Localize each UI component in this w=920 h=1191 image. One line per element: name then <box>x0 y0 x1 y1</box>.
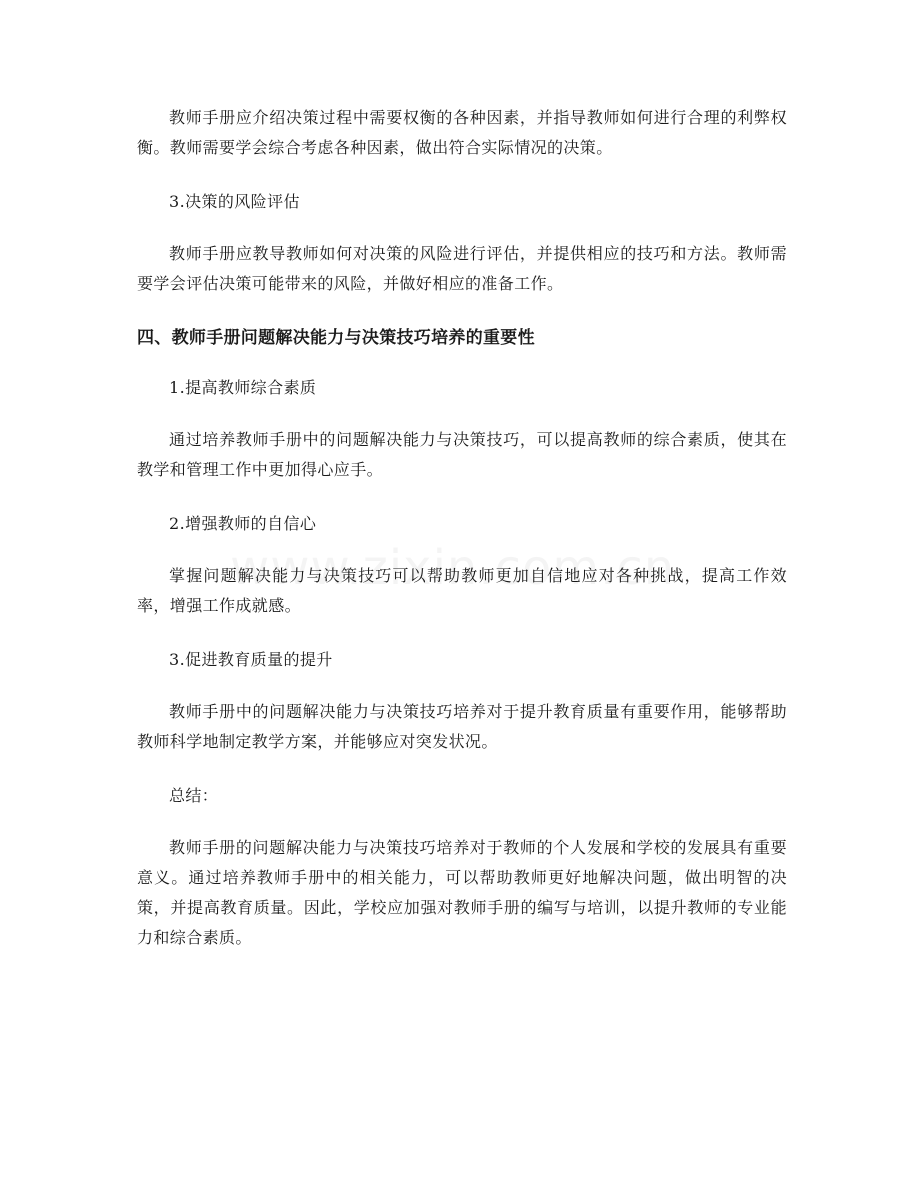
subheading-summary: 总结： <box>169 786 219 805</box>
paragraph-summary: 教师手册的问题解决能力与决策技巧培养对于教师的个人发展和学校的发展具有重要意义。通过培养教师手册中的相关能力，可以帮助教师更好地解决问题，做出明智的决策，并提高教育质量。因此，学校应加强对教师手册的编写与培训，以提升教师的专业能力和综合素质。 <box>137 838 787 947</box>
paragraph-confidence: 掌握问题解决能力与决策技巧可以帮助教师更加自信地应对各种挑战，提高工作效率，增强工作成就感。 <box>137 566 787 615</box>
subheading-confidence: 2.增强教师的自信心 <box>169 514 317 533</box>
paragraph-quality: 通过培养教师手册中的问题解决能力与决策技巧，可以提高教师的综合素质，使其在教学和管理工作中更加得心应手。 <box>137 430 787 479</box>
document-body <box>137 103 787 977</box>
subheading-risk-assessment: 3.决策的风险评估 <box>169 192 300 211</box>
section-heading-importance: 四、教师手册问题解决能力与决策技巧培养的重要性 <box>137 328 535 348</box>
subheading-education-quality: 3.促进教育质量的提升 <box>169 650 333 669</box>
paragraph-tradeoff: 教师手册应介绍决策过程中需要权衡的各种因素，并指导教师如何进行合理的利弊权衡。教师需要学会综合考虑各种因素，做出符合实际情况的决策。 <box>137 108 787 157</box>
paragraph-risk-assessment: 教师手册应教导教师如何对决策的风险进行评估，并提供相应的技巧和方法。教师需要学会评估决策可能带来的风险，并做好相应的准备工作。 <box>137 244 787 293</box>
subheading-quality: 1.提高教师综合素质 <box>169 378 317 397</box>
paragraph-education-quality: 教师手册中的问题解决能力与决策技巧培养对于提升教育质量有重要作用，能够帮助教师科学地制定教学方案，并能够应对突发状况。 <box>137 702 787 751</box>
